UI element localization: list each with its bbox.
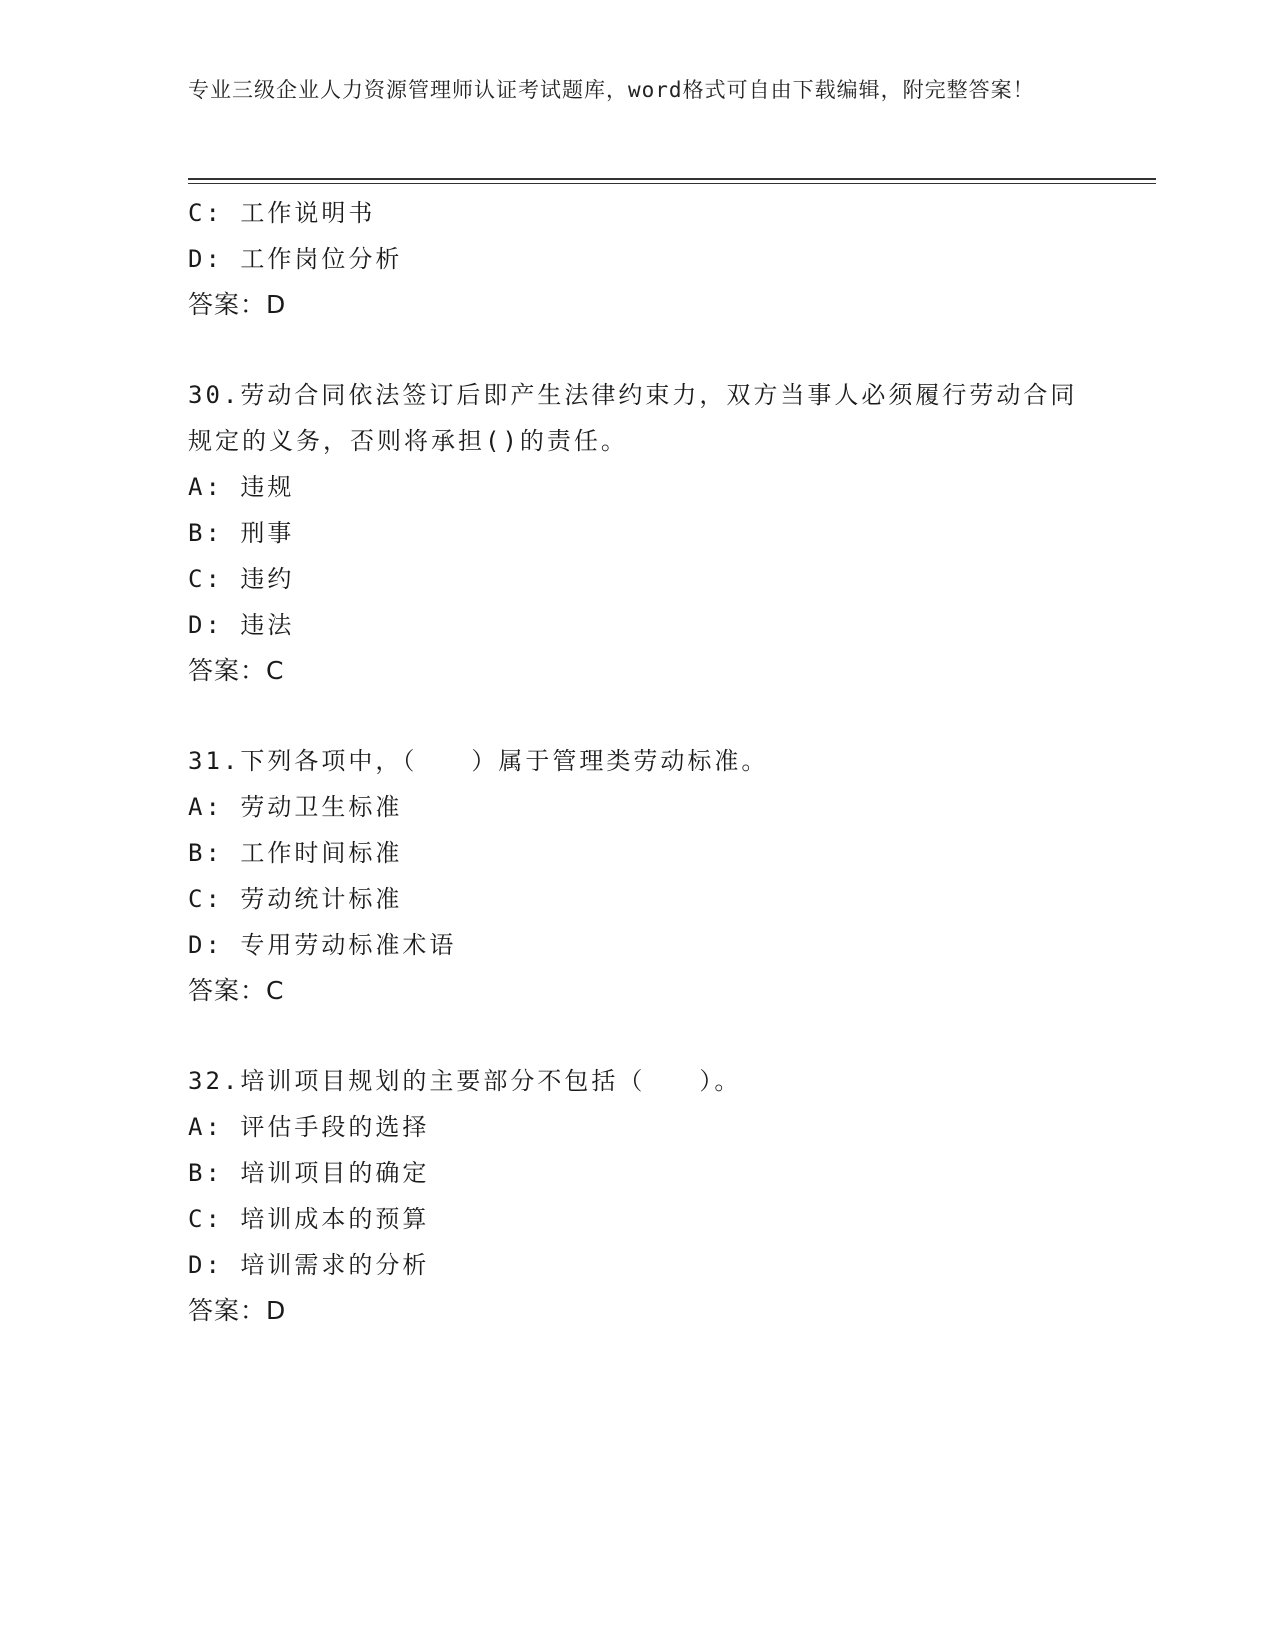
option-a: A: 评估手段的选择	[188, 1113, 430, 1141]
option-d: D: 工作岗位分析	[188, 245, 403, 273]
spacer	[188, 1014, 1088, 1058]
option-b: B: 工作时间标准	[188, 839, 403, 867]
option-a: A: 违规	[188, 473, 295, 501]
question-content	[188, 190, 1088, 1334]
option-b: B: 刑事	[188, 519, 295, 547]
header-divider-thick	[188, 178, 1156, 180]
question-31	[188, 738, 1088, 1014]
option-d: D: 培训需求的分析	[188, 1251, 430, 1279]
question-32	[188, 1058, 1088, 1334]
option-b: B: 培训项目的确定	[188, 1159, 430, 1187]
option-a: A: 劳动卫生标准	[188, 793, 403, 821]
option-c: C: 劳动统计标准	[188, 885, 403, 913]
spacer	[188, 694, 1088, 738]
question-stem: 32.培训项目规划的主要部分不包括（ ）。	[188, 1067, 742, 1095]
header-divider-thin	[188, 183, 1156, 184]
option-c: C: 培训成本的预算	[188, 1205, 430, 1233]
question-29-tail	[188, 190, 1088, 328]
question-stem: 31.下列各项中，（ ）属于管理类劳动标准。	[188, 747, 769, 775]
option-c: C: 违约	[188, 565, 295, 593]
option-d: D: 专用劳动标准术语	[188, 931, 457, 959]
option-d: D: 违法	[188, 611, 295, 639]
question-stem: 30.劳动合同依法签订后即产生法律约束力，双方当事人必须履行劳动合同规定的义务，否则将承担()的责任。	[188, 381, 1078, 455]
answer-line: 答案：D	[188, 1296, 287, 1325]
answer-line: 答案：D	[188, 290, 287, 319]
option-c: C: 工作说明书	[188, 199, 376, 227]
question-30	[188, 372, 1088, 694]
answer-line: 答案：C	[188, 656, 285, 685]
spacer	[188, 328, 1088, 372]
document-header: 专业三级企业人力资源管理师认证考试题库，word格式可自由下载编辑，附完整答案！	[188, 78, 1035, 102]
answer-line: 答案：C	[188, 976, 285, 1005]
